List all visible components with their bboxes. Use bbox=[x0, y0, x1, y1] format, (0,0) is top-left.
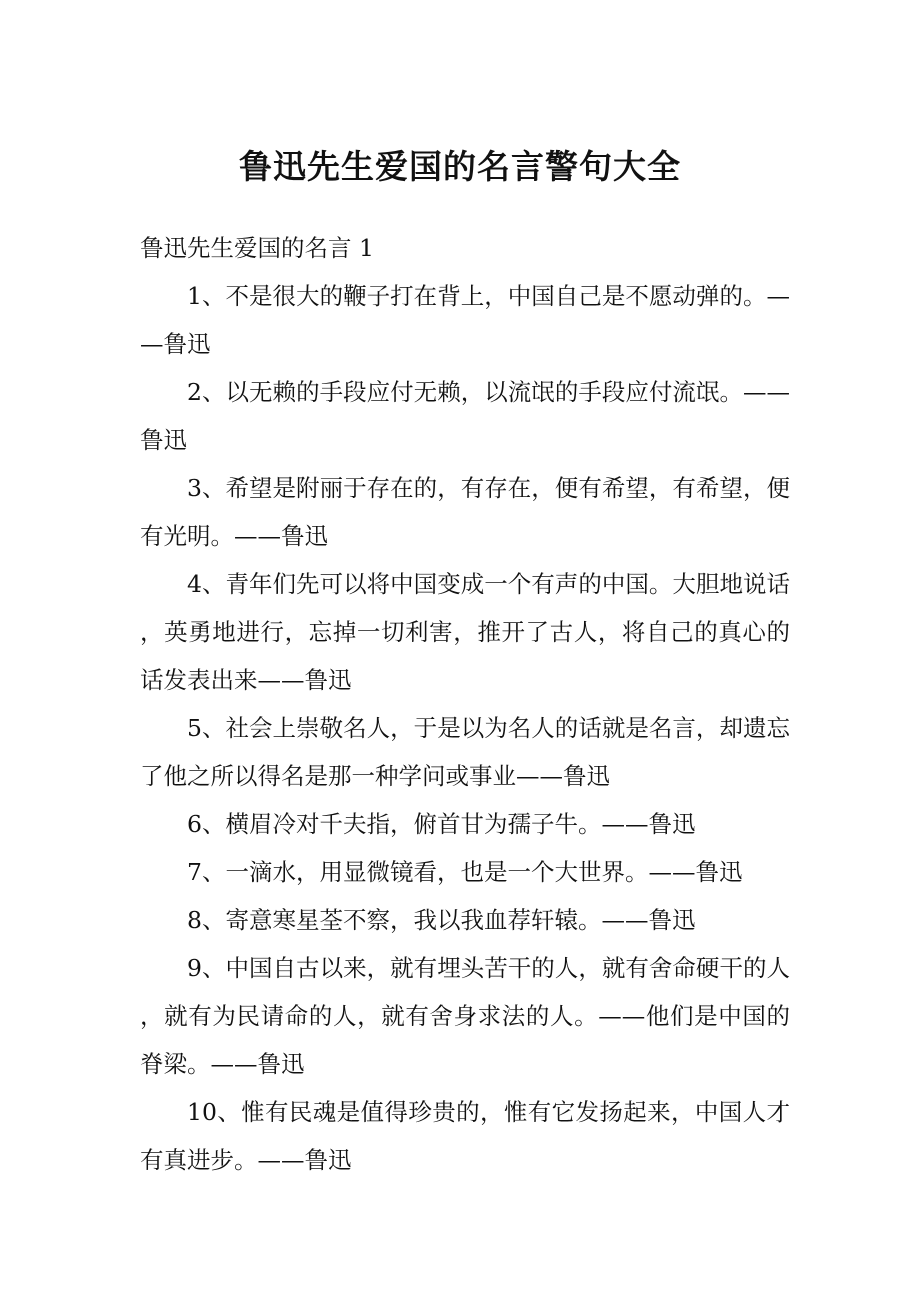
quote-list bbox=[140, 272, 790, 1184]
document-body bbox=[140, 224, 790, 1184]
document-title: 鲁迅先生爱国的名言警句大全 bbox=[239, 147, 681, 186]
quote-item: 10、惟有民魂是值得珍贵的，惟有它发扬起来，中国人才有真进步。——鲁迅 bbox=[140, 1098, 790, 1174]
quote-item: 1、不是很大的鞭子打在背上，中国自己是不愿动弹的。——鲁迅 bbox=[140, 282, 790, 358]
quote-item: 3、希望是附丽于存在的，有存在，便有希望，有希望，便有光明。——鲁迅 bbox=[140, 474, 790, 550]
quote-item: 7、一滴水，用显微镜看，也是一个大世界。——鲁迅 bbox=[187, 858, 743, 886]
quote-item: 8、寄意寒星荃不察，我以我血荐轩辕。——鲁迅 bbox=[187, 906, 696, 934]
quote-item: 5、社会上崇敬名人，于是以为名人的话就是名言，却遗忘了他之所以得名是那一种学问或事业——鲁迅 bbox=[140, 714, 790, 790]
quote-item: 2、以无赖的手段应付无赖，以流氓的手段应付流氓。——鲁迅 bbox=[140, 378, 790, 454]
quote-item: 9、中国自古以来，就有埋头苦干的人，就有舍命硬干的人，就有为民请命的人，就有舍身求法的人。——他们是中国的脊梁。——鲁迅 bbox=[140, 954, 790, 1078]
quote-item: 6、横眉冷对千夫指，俯首甘为孺子牛。——鲁迅 bbox=[187, 810, 696, 838]
quote-item: 4、青年们先可以将中国变成一个有声的中国。大胆地说话，英勇地进行，忘掉一切利害，推开了古人，将自己的真心的话发表出来——鲁迅 bbox=[140, 570, 790, 694]
section-heading: 鲁迅先生爱国的名言 1 bbox=[140, 234, 374, 262]
